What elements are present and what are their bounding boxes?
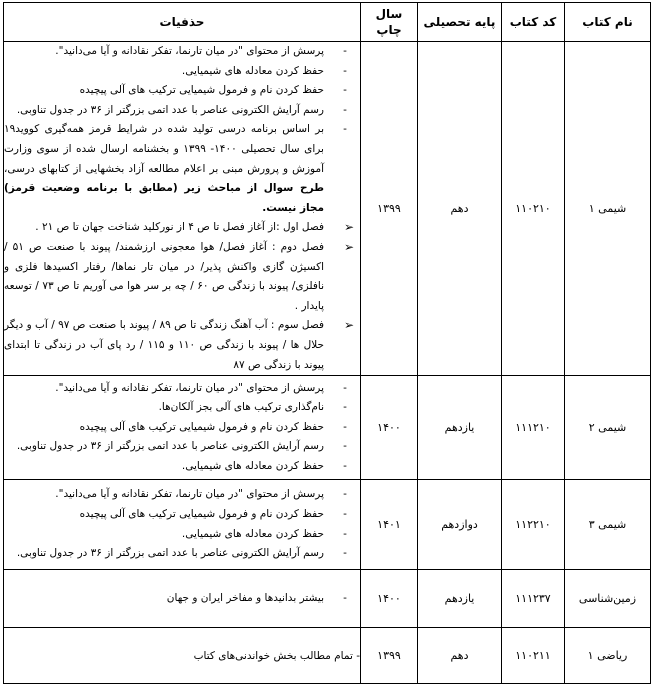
list-item: - حفظ کردن نام و فرمول شیمیایی ترکیب های آلی پیچیده xyxy=(4,505,360,525)
dash-bullet-icon: - xyxy=(343,508,347,520)
list-item: - رسم آرایش الکترونی عناصر با عدد اتمی بزرگتر از ۳۶ در جدول تناوبی. xyxy=(4,437,360,457)
deletions-cell xyxy=(4,570,361,628)
grade-cell: یازدهم xyxy=(418,570,502,628)
table-row xyxy=(4,42,651,376)
header-deletions: حذفیات xyxy=(4,3,361,42)
arrow-bullet-icon: ➢ xyxy=(343,239,355,254)
dash-bullet-icon: - xyxy=(343,381,347,394)
table-row xyxy=(4,628,651,684)
dash-bullet-icon: - xyxy=(343,84,347,97)
list-item: ➢ فصل دوم : آغاز فصل/ هوا معجونی ارزشمند/ پیوند با صنعت ص ۵۱ / اکسیژن گازی واکنش پذیر/ در میان تار نماها/ رفتار اکسیدها فلزی و نافلزی/ پیوند با زندگی ص ۶۰ / چه بر سر هوا می آوریم تا ص ۷۳ / توسعه پایدار . xyxy=(4,239,355,312)
list-item: - حفظ کردن نام و فرمول شیمیایی ترکیب های آلی پیچیده xyxy=(4,418,360,438)
book-code-cell: ۱۱۰۲۱۰ xyxy=(502,42,565,376)
list-item: - رسم آرایش الکترونی عناصر با عدد اتمی بزرگتر از ۳۶ در جدول تناوبی. xyxy=(4,101,360,121)
book-name-cell: شیمی ۱ xyxy=(565,42,651,376)
dash-bullet-icon: - xyxy=(343,591,347,604)
bold-notice-text: طرح سوال از مباحث زیر (مطابق با برنامه وضعیت قرمز) مجاز نیست. xyxy=(4,182,324,214)
dash-bullet-icon: - xyxy=(343,440,347,453)
arrow-bullet-icon: ➢ xyxy=(343,318,355,333)
dash-bullet-icon: - xyxy=(343,123,347,136)
grade-cell: دهم xyxy=(418,42,502,376)
dash-bullet-icon: - xyxy=(343,45,347,57)
arrow-bullet-icon: ➢ xyxy=(343,220,355,235)
header-print-year: سال چاپ xyxy=(361,3,418,42)
print-year-cell: ۱۴۰۰ xyxy=(361,376,418,480)
list-item: - پرسش از محتوای "در میان تارنما، تفکر نقادانه و آیا می‌دانید". xyxy=(4,42,360,62)
deletions-list xyxy=(4,42,360,375)
list-item: - رسم آرایش الکترونی عناصر با عدد اتمی بزرگتر از ۳۶ در جدول تناوبی. xyxy=(4,544,360,564)
dash-bullet-icon: - xyxy=(343,103,347,116)
dash-bullet-icon: - xyxy=(343,547,347,560)
dash-bullet-icon: - xyxy=(343,527,347,540)
dash-bullet-icon: - xyxy=(343,488,347,501)
print-year-cell: ۱۳۹۹ xyxy=(361,628,418,684)
list-item: - پرسش از محتوای "در میان تارنما، تفکر نقادانه و آیا می‌دانید". xyxy=(4,485,360,505)
deletions-table xyxy=(3,2,651,684)
book-name-cell: ریاضی ۱ xyxy=(565,628,651,684)
print-year-cell: ۱۳۹۹ xyxy=(361,42,418,376)
list-item xyxy=(4,120,360,218)
table-header-row xyxy=(4,3,651,42)
grade-cell: دوازدهم xyxy=(418,480,502,570)
book-code-cell: ۱۱۲۲۱۰ xyxy=(502,480,565,570)
list-item: ➢ فصل اول :از آغاز فصل تا ص ۴ از نورکلید شناخت جهان تا ص ۲۱ . xyxy=(4,218,360,238)
dash-bullet-icon: - xyxy=(343,401,347,414)
deletions-cell xyxy=(4,480,361,570)
list-item: - بیشتر بدانیدها و مفاخر ایران و جهان xyxy=(4,589,360,609)
deletions-list xyxy=(4,379,360,477)
grade-cell: دهم xyxy=(418,628,502,684)
list-item: - حفظ کردن معادله های شیمیایی. xyxy=(4,62,360,82)
list-item: - حفظ کردن معادله های شیمیایی. xyxy=(4,525,360,545)
table-row xyxy=(4,480,651,570)
list-item: - حفظ کردن معادله های شیمیایی. xyxy=(4,457,360,477)
dash-bullet-icon: - xyxy=(343,64,347,77)
dash-bullet-icon: - xyxy=(343,420,347,433)
book-name-cell: شیمی ۲ xyxy=(565,376,651,480)
book-name-cell: زمین‌شناسی xyxy=(565,570,651,628)
print-year-cell: ۱۴۰۱ xyxy=(361,480,418,570)
list-item: ➢ فصل سوم : آب آهنگ زندگی تا ص ۸۹ / پیوند با صنعت ص ۹۷ / آب و دیگر حلال ها / پیوند با زندگی ص ۱۱۰ و ۱۱۵ / رد پای آب در زندگی تا ابتدای پیوند با زندگی ص ۸۷ xyxy=(4,318,355,371)
list-item: - نام‌گذاری ترکیب های آلی بجز آلکان‌ها. xyxy=(4,398,360,418)
deletions-list xyxy=(4,485,360,563)
deletions-list xyxy=(4,589,360,609)
dash-bullet-icon: - xyxy=(343,459,347,472)
table-row xyxy=(4,570,651,628)
deletions-cell xyxy=(4,42,361,376)
table-row xyxy=(4,376,651,480)
book-code-cell: ۱۱۱۲۳۷ xyxy=(502,570,565,628)
grade-cell: یازدهم xyxy=(418,376,502,480)
header-book-code: کد کتاب xyxy=(502,3,565,42)
book-code-cell: ۱۱۱۲۱۰ xyxy=(502,376,565,480)
book-name-cell: شیمی ۳ xyxy=(565,480,651,570)
covid-notice-text: بر اساس برنامه درسی تولید شده در شرایط قرمز همه‌گیری کووید۱۹ برای سال تحصیلی ۱۴۰۰- ۱۳۹۹ و بخشنامه ارسال شده از سوی وزارت آموزش و پرورش مبنی بر اعلام مطالعه آزاد بخشهایی از کتابهای درسی، طرح سوال از مباحث زیر (مطابق با برنامه وضعیت قرمز) مجاز نیست. xyxy=(4,123,324,214)
print-year-cell: ۱۴۰۰ xyxy=(361,570,418,628)
header-book-name: نام کتاب xyxy=(565,3,651,42)
list-item: - پرسش از محتوای "در میان تارنما، تفکر نقادانه و آیا می‌دانید". xyxy=(4,379,360,399)
book-code-cell: ۱۱۰۲۱۱ xyxy=(502,628,565,684)
deletions-cell: - تمام مطالب بخش خواندنی‌های کتاب xyxy=(4,628,361,684)
list-item: - حفظ کردن نام و فرمول شیمیایی ترکیب های آلی پیچیده xyxy=(4,81,360,101)
deletions-cell xyxy=(4,376,361,480)
header-grade: پایه تحصیلی xyxy=(418,3,502,42)
